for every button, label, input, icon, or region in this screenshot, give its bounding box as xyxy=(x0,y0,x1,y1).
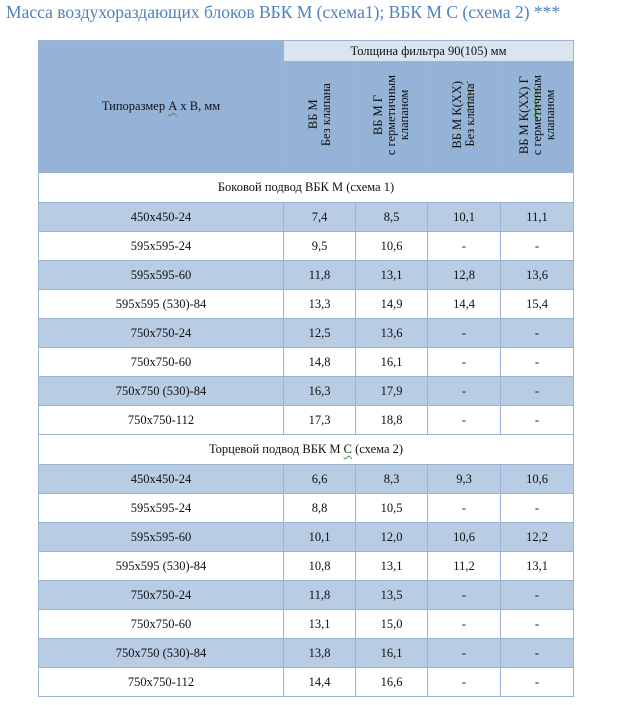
value-cell: 18,8 xyxy=(356,406,428,435)
value-cell: 11,8 xyxy=(284,581,356,610)
value-cell: - xyxy=(428,494,501,523)
value-cell: 16,1 xyxy=(356,639,428,668)
page-title: Масса воздухораздающих блоков ВБК М (схема1); ВБК М С (схема 2) *** xyxy=(6,2,561,22)
value-cell: 10,5 xyxy=(356,494,428,523)
table-row xyxy=(39,377,574,406)
value-cell: - xyxy=(501,348,574,377)
value-cell: 8,3 xyxy=(356,465,428,494)
value-cell: 6,6 xyxy=(284,465,356,494)
value-cell: 8,5 xyxy=(356,203,428,232)
value-cell: 12,8 xyxy=(428,261,501,290)
size-cell: 750x750-24 xyxy=(39,319,284,348)
size-cell: 750x750-112 xyxy=(39,406,284,435)
value-cell: - xyxy=(428,348,501,377)
value-cell: 11,2 xyxy=(428,552,501,581)
table-row xyxy=(39,232,574,261)
section-label: Боковой подвод ВБК М (схема 1) xyxy=(39,173,574,203)
table-row xyxy=(39,523,574,552)
value-cell: 13,1 xyxy=(356,261,428,290)
table-row xyxy=(39,552,574,581)
section-heading-end xyxy=(39,435,574,465)
value-cell: - xyxy=(428,232,501,261)
value-cell: 13,6 xyxy=(356,319,428,348)
table-row xyxy=(39,290,574,319)
value-cell: - xyxy=(428,377,501,406)
value-cell: - xyxy=(501,581,574,610)
value-cell: 10,8 xyxy=(284,552,356,581)
value-cell: 13,1 xyxy=(284,610,356,639)
table-row xyxy=(39,261,574,290)
size-cell: 750x750 (530)-84 xyxy=(39,639,284,668)
section-heading-side xyxy=(39,173,574,203)
size-cell: 595x595-24 xyxy=(39,232,284,261)
value-cell: 17,9 xyxy=(356,377,428,406)
value-cell: 9,3 xyxy=(428,465,501,494)
value-cell: - xyxy=(428,668,501,697)
value-cell: 8,8 xyxy=(284,494,356,523)
value-cell: - xyxy=(501,610,574,639)
value-cell: 12,2 xyxy=(501,523,574,552)
value-cell: 14,8 xyxy=(284,348,356,377)
size-cell: 750x750-60 xyxy=(39,348,284,377)
value-cell: 15,0 xyxy=(356,610,428,639)
table-row xyxy=(39,203,574,232)
table-row xyxy=(39,319,574,348)
value-cell: 10,6 xyxy=(428,523,501,552)
value-cell: 13,1 xyxy=(501,552,574,581)
value-cell: - xyxy=(501,668,574,697)
col-header-vbm-k: ВБ М К(ХХ) Без клапана xyxy=(428,62,501,173)
size-column-header: Типоразмер А х В, мм xyxy=(39,41,284,173)
value-cell: 14,9 xyxy=(356,290,428,319)
value-cell: 7,4 xyxy=(284,203,356,232)
value-cell: 16,6 xyxy=(356,668,428,697)
value-cell: 12,5 xyxy=(284,319,356,348)
size-cell: 595x595 (530)-84 xyxy=(39,552,284,581)
value-cell: - xyxy=(501,406,574,435)
table-row xyxy=(39,348,574,377)
value-cell: 10,6 xyxy=(501,465,574,494)
section-label: Торцевой подвод ВБК М С (схема 2) xyxy=(39,435,574,465)
value-cell: 16,1 xyxy=(356,348,428,377)
table-row xyxy=(39,610,574,639)
size-cell: 595x595 (530)-84 xyxy=(39,290,284,319)
table-row xyxy=(39,406,574,435)
value-cell: 17,3 xyxy=(284,406,356,435)
size-cell: 750x750-112 xyxy=(39,668,284,697)
value-cell: - xyxy=(501,494,574,523)
col-header-vbm: ВБ М Без клапана xyxy=(284,62,356,173)
size-cell: 450x450-24 xyxy=(39,203,284,232)
value-cell: - xyxy=(428,319,501,348)
value-cell: 13,6 xyxy=(501,261,574,290)
value-cell: - xyxy=(428,581,501,610)
value-cell: 11,8 xyxy=(284,261,356,290)
size-cell: 595x595-60 xyxy=(39,523,284,552)
value-cell: - xyxy=(428,610,501,639)
value-cell: 11,1 xyxy=(501,203,574,232)
value-cell: - xyxy=(501,232,574,261)
table-row xyxy=(39,668,574,697)
value-cell: - xyxy=(501,639,574,668)
size-cell: 750x750-24 xyxy=(39,581,284,610)
value-cell: 9,5 xyxy=(284,232,356,261)
value-cell: - xyxy=(501,377,574,406)
size-cell: 750x750 (530)-84 xyxy=(39,377,284,406)
size-cell: 595x595-24 xyxy=(39,494,284,523)
value-cell: 14,4 xyxy=(284,668,356,697)
value-cell: 13,8 xyxy=(284,639,356,668)
col-header-vbm-g: ВБ М Г с герметичным клапаном xyxy=(356,62,428,173)
value-cell: - xyxy=(428,406,501,435)
value-cell: - xyxy=(428,639,501,668)
value-cell: 13,5 xyxy=(356,581,428,610)
value-cell: 12,0 xyxy=(356,523,428,552)
size-cell: 450x450-24 xyxy=(39,465,284,494)
size-cell: 750x750-60 xyxy=(39,610,284,639)
value-cell: 13,1 xyxy=(356,552,428,581)
value-cell: 10,1 xyxy=(428,203,501,232)
col-header-vbm-k-g: ВБ М К(ХХ) Г с герметичным клапаном xyxy=(501,62,574,173)
value-cell: 14,4 xyxy=(428,290,501,319)
table-row xyxy=(39,581,574,610)
value-cell: 10,1 xyxy=(284,523,356,552)
size-cell: 595x595-60 xyxy=(39,261,284,290)
table-row xyxy=(39,639,574,668)
value-cell: 16,3 xyxy=(284,377,356,406)
value-cell: 15,4 xyxy=(501,290,574,319)
value-cell: 13,3 xyxy=(284,290,356,319)
value-cell: 10,6 xyxy=(356,232,428,261)
value-cell: - xyxy=(501,319,574,348)
mass-table xyxy=(38,40,574,697)
filter-thickness-header: Толщина фильтра 90(105) мм xyxy=(284,41,574,62)
table-row xyxy=(39,465,574,494)
table-row xyxy=(39,494,574,523)
